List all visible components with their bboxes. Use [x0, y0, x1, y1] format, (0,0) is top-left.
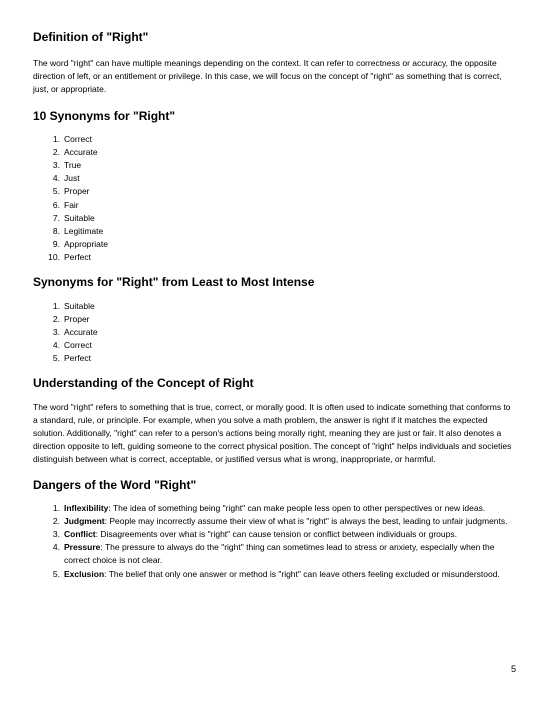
list-item: 8. Legitimate [52, 226, 104, 237]
list-item: 5. Perfect [52, 353, 91, 364]
danger-text: : The pressure to always do the "right" thing can sometimes lead to stress or anxiety, especially when the correct choice is not clear. [64, 542, 495, 566]
list-item: 3. True [52, 160, 82, 171]
list-item-text: Accurate [64, 146, 98, 157]
list-item: 9. Appropriate [52, 239, 108, 250]
list-item-text: Just [64, 173, 80, 184]
intensity-heading: Synonyms for "Right" from Least to Most Intense [33, 274, 315, 289]
definition-paragraph: The word "right" can have multiple meanings depending on the context. It can refer to correctness or accuracy, the opposite direction of left, or an entitlement or privilege. In this case, we will focus on the concept of "right" as something that is correct, just, or appropriate. [33, 58, 502, 95]
list-item: 4. Pressure: The pressure to always do the "right" thing can sometimes lead to stress or anxiety, especially when the correct choice is not clear. [52, 542, 495, 566]
danger-text: : The belief that only one answer or method is "right" can leave others feeling excluded or misunderstood. [104, 568, 500, 579]
danger-term: Inflexibility [64, 502, 109, 513]
intensity-list [33, 300, 517, 366]
list-item: 1. Inflexibility: The idea of something being "right" can make people less open to other perspectives or new ideas. [52, 502, 486, 513]
list-item: 5. Exclusion: The belief that only one answer or method is "right" can leave others feeling excluded or misunderstood. [52, 568, 500, 579]
danger-text: : The idea of something being "right" can make people less open to other perspectives or new ideas. [108, 502, 486, 513]
list-item-text: Accurate [64, 327, 98, 338]
list-item: 7. Suitable [52, 212, 95, 223]
list-item-text: Suitable [64, 212, 95, 223]
list-item: 2. Accurate [52, 146, 98, 157]
synonyms-heading: 10 Synonyms for "Right" [33, 108, 176, 123]
list-item-text: True [64, 160, 82, 171]
list-item: 4. Just [52, 173, 80, 184]
list-item: 3. Accurate [52, 327, 98, 338]
danger-term: Judgment [64, 515, 105, 526]
dangers-list [33, 502, 517, 581]
list-item-text: Correct [64, 133, 92, 144]
danger-term: Conflict [64, 529, 96, 540]
list-item-text: Legitimate [64, 226, 104, 237]
danger-term: Pressure [64, 542, 101, 553]
list-item: 1. Correct [52, 133, 92, 144]
list-item: 5. Proper [52, 186, 90, 197]
danger-text: : People may incorrectly assume their view of what is "right" is always the best, leading to unfair judgments. [104, 515, 508, 526]
page-number: 5 [510, 664, 516, 674]
dangers-heading: Dangers of the Word "Right" [33, 477, 197, 492]
danger-term: Exclusion [64, 568, 105, 579]
list-item-text: Proper [64, 186, 90, 197]
list-item-text: Perfect [64, 252, 91, 263]
list-item-text: Perfect [64, 353, 91, 364]
list-item: 6. Fair [52, 199, 79, 210]
definition-heading: Definition of "Right" [33, 30, 149, 44]
understanding-heading: Understanding of the Concept of Right [33, 375, 254, 390]
list-item: 1. Suitable [52, 300, 95, 311]
list-item: 2. Proper [52, 313, 90, 324]
list-item: 3. Conflict: Disagreements over what is "right" can cause tension or conflict between individuals or groups. [52, 529, 457, 540]
list-item-text: Correct [64, 340, 92, 351]
list-item-text: Fair [64, 199, 79, 210]
synonyms-list [33, 133, 517, 265]
danger-text: : Disagreements over what is "right" can cause tension or conflict between individuals or groups. [95, 529, 457, 540]
list-item-text: Appropriate [64, 239, 108, 250]
list-item: 4. Correct [52, 340, 92, 351]
list-item: 2. Judgment: People may incorrectly assume their view of what is "right" is always the best, leading to unfair judgments. [52, 515, 508, 526]
understanding-paragraph: The word "right" refers to something that is true, correct, or morally good. It is often used to indicate something that conforms to a standard, rule, or principle. For example, when you solve a math problem, the answer is right if it matches the expected solution. Additionally, "right" can refer to a person's actions being morally right, meaning they are just or fair. It also denotes a direction opposite to left, guiding someone to the correct physical position. The concept of "right" helps individuals and societies distinguish between what is correct, acceptable, or justified versus what is wrong, inappropriate, or harmful. [33, 401, 512, 465]
list-item-text: Proper [64, 313, 90, 324]
page-content [33, 28, 517, 581]
list-item-text: Suitable [64, 300, 95, 311]
list-item: 10. Perfect [48, 252, 91, 263]
